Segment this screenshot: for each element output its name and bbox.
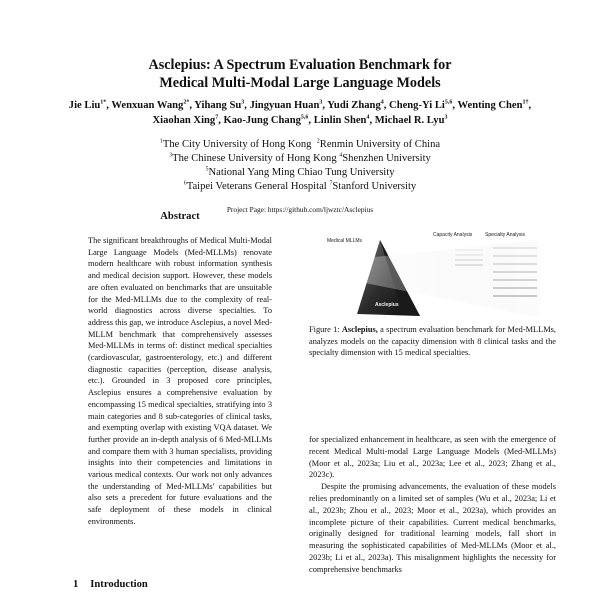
asclepius-label: Asclepius [375,302,399,308]
paragraph: for specialized enhancement in healthcare, as seen with the emergence of recent Medical Multi-modal Large Language Models (Med-MLLMs) (Moor et al., 2023a; Liu et al., 2023a; Lee et al., 2023; Zhang et al., 2023c). [309,435,556,480]
capacity-analysis-label: Capacity Analysis [433,232,473,238]
affiliation-line: $^5$National Yang Ming Chiao Tung University [205,166,395,178]
abstract-heading: Abstract [160,211,200,222]
medical-mllms-label: Medical MLLMs [327,238,363,244]
caption-bold: Asclepius, [341,325,378,334]
abstract-body: The significant breakthroughs of Medical Multi-Modal Large Language Models (Med-MLLMs) renovate modern healthcare with robust information synthesis and medical decision support. However, these models are often evaluated on benchmarks that are unsuitable for the Med-MLLMs due to the complexity of real-world diagnostics across diverse specialties. To address this gap, we introduce Asclepius, a novel Med-MLLM benchmark that comprehensively assesses Med-MLLMs in terms of: distinct medical specialties (cardiovascular, gastroenterology, etc.) and different diagnostic capacities (perception, disease analysis, etc.). Grounded in 3 proposed core principles, Asclepius ensures a comprehensive evaluation by encompassing 15 medical specialties, stratifying into 3 main categories and 8 sub-categories of clinical tasks, and exempting overlap with existing VQA dataset. We further provide an in-depth analysis of 6 Med-MLLMs and compare them with 3 human specialists, providing insights into their competencies and limitations in various medical contexts. Our work not only advances the understanding of Med-MLLMs' capabilities but also sets a precedent for future evaluations and the safe deployment of these models in clinical environments. [88,236,272,526]
author: Yihang Su$^3$ [194,99,245,111]
figure-caption [309,324,556,359]
figure-1 [305,228,545,320]
caption-label: Figure 1: [309,325,340,334]
author: Jingyuan Huan$^3$ [249,99,323,111]
author: Cheng-Yi Li$^{5,6}$ [389,99,453,111]
author: Michael R. Lyu$^3$ [374,113,448,126]
section-heading: 1 Introduction [73,579,148,590]
affiliation-list [0,138,600,194]
author: Wenting Chen$^{1\dagger}$ [457,99,529,111]
intro-continued [309,434,556,576]
specialty-analysis-label: Specialty Analysis [485,232,526,238]
title-line-1: Asclepius: A Spectrum Evaluation Benchmark for [148,57,452,73]
project-page-link[interactable]: Project Page: https://github.com/ljwztc/Asclepius [226,205,374,214]
author: Jie Liu$^{1*}$ [68,99,107,111]
paper-title [0,56,600,92]
pyramid-diagram [305,228,545,320]
title-line-2: Medical Multi-Modal Large Language Models [159,75,441,91]
author: Xiaohan Xing$^7$ [152,113,219,126]
affiliation-line: $^3$The Chinese University of Hong Kong $^4$Shenzhen University [169,152,431,164]
author: Yudi Zhang$^4$ [327,99,384,111]
author: Wenxuan Wang$^{2*}$ [111,99,190,111]
affiliation-line: $^1$The City University of Hong Kong $^2$Renmin University of China [159,138,441,150]
affiliation-line: $^6$Taipei Veterans General Hospital $^7$Stanford University [183,180,417,192]
author: Linlin Shen$^4$ [313,113,370,126]
caption-text: a spectrum evaluation benchmark for Med-MLLMs, analyzes models on the capacity dimension with 8 clinical tasks and the specialty dimension with 15 medical specialties. [309,325,556,358]
paragraph: Despite the promising advancements, the evaluation of these models relies predominantly on a limited set of samples (Wu et al., 2023a; Li et al., 2023b; Zhou et al., 2023; Moor et al., 2023a), which provides an incomplete picture of their capabilities. Current medical benchmarks, originally designed for traditional learning models, fall short in measuring the sophisticated capabilities of Med-MLLMs (Moor et al., 2023b; Li et al., 2023a). This misalignment highlights the necessity for comprehensive benchmarks [309,482,556,574]
author-list: Jie Liu$^{1*}$, Wenxuan Wang$^{2*}$, Yihang Su$^3$, Jingyuan Huan$^3$, Yudi Zhang$^4$, Cheng-Yi Li$^{5,6}$, Wenting Chen$^{1\dagger}$, Xiaohan Xing$^7$, Kao-Jung Chang$^{5,6}$, Linlin Shen$^4$, Michael R. Lyu$^3$ [68,99,532,126]
author: Kao-Jung Chang$^{5,6}$ [223,113,309,126]
